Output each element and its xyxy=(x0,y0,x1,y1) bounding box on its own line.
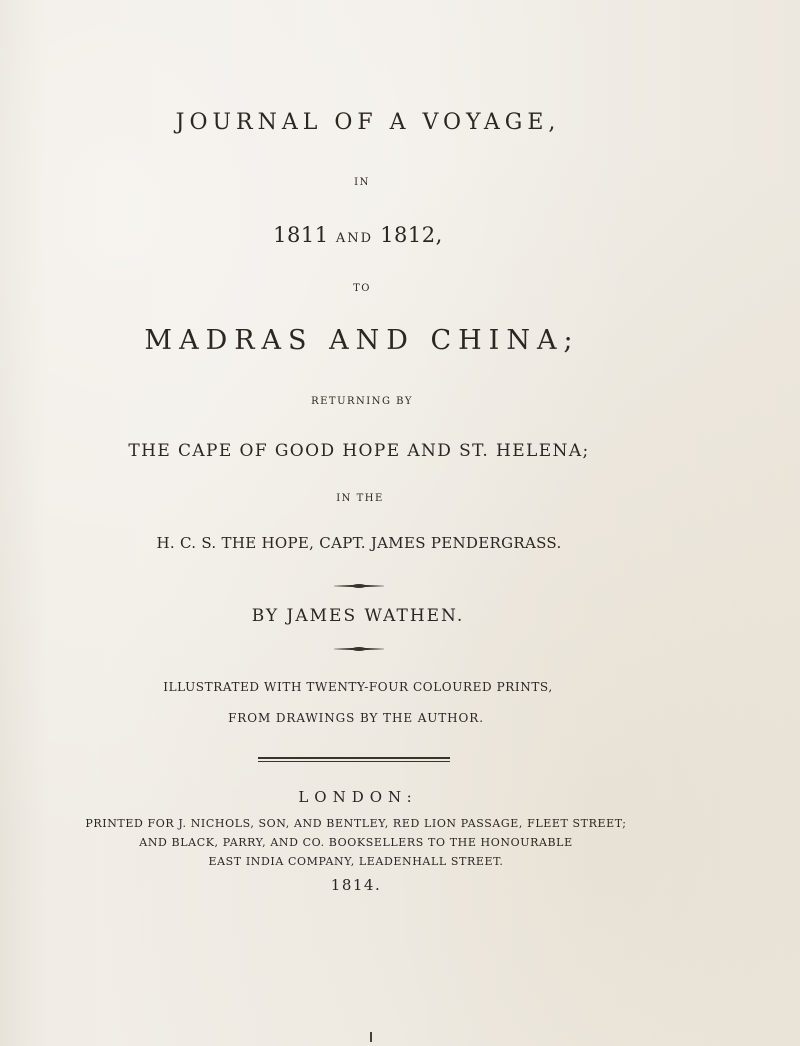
binding-mark xyxy=(370,1032,372,1042)
double-rule-bottom xyxy=(258,761,450,762)
publication-year: 1814. xyxy=(330,876,382,894)
ornamental-rule xyxy=(334,648,384,650)
year-1811: 1811 xyxy=(273,223,329,247)
ship-name: H. C. S. THE HOPE, CAPT. JAMES PENDERGRASS. xyxy=(156,534,562,552)
returning-label: RETURNING BY xyxy=(311,396,413,407)
author-line: BY JAMES WATHEN. xyxy=(251,606,465,626)
and-label: AND xyxy=(335,231,374,246)
in-label: IN xyxy=(354,177,370,188)
ornamental-rule xyxy=(334,585,384,587)
imprint-line: AND BLACK, PARRY, AND CO. BOOKSELLERS TO THE HONOURABLE xyxy=(139,836,573,849)
voyage-years xyxy=(273,225,443,246)
imprint-line: EAST INDIA COMPANY, LEADENHALL STREET. xyxy=(208,855,504,868)
to-label: TO xyxy=(353,283,371,294)
illustration-note: ILLUSTRATED WITH TWENTY-FOUR COLOURED PRINTS, xyxy=(163,680,553,694)
double-rule-top xyxy=(258,757,450,759)
destination-heading: MADRAS AND CHINA; xyxy=(144,325,580,356)
imprint-city: LONDON: xyxy=(298,788,418,806)
in-the-label: IN THE xyxy=(336,493,384,504)
return-route: THE CAPE OF GOOD HOPE AND ST. HELENA; xyxy=(128,441,590,461)
imprint-line: PRINTED FOR J. NICHOLS, SON, AND BENTLEY, RED LION PASSAGE, FLEET STREET; xyxy=(85,817,627,830)
illustration-source: FROM DRAWINGS BY THE AUTHOR. xyxy=(228,711,484,725)
year-1812: 1812, xyxy=(380,223,443,247)
book-title: JOURNAL OF A VOYAGE, xyxy=(175,110,561,135)
